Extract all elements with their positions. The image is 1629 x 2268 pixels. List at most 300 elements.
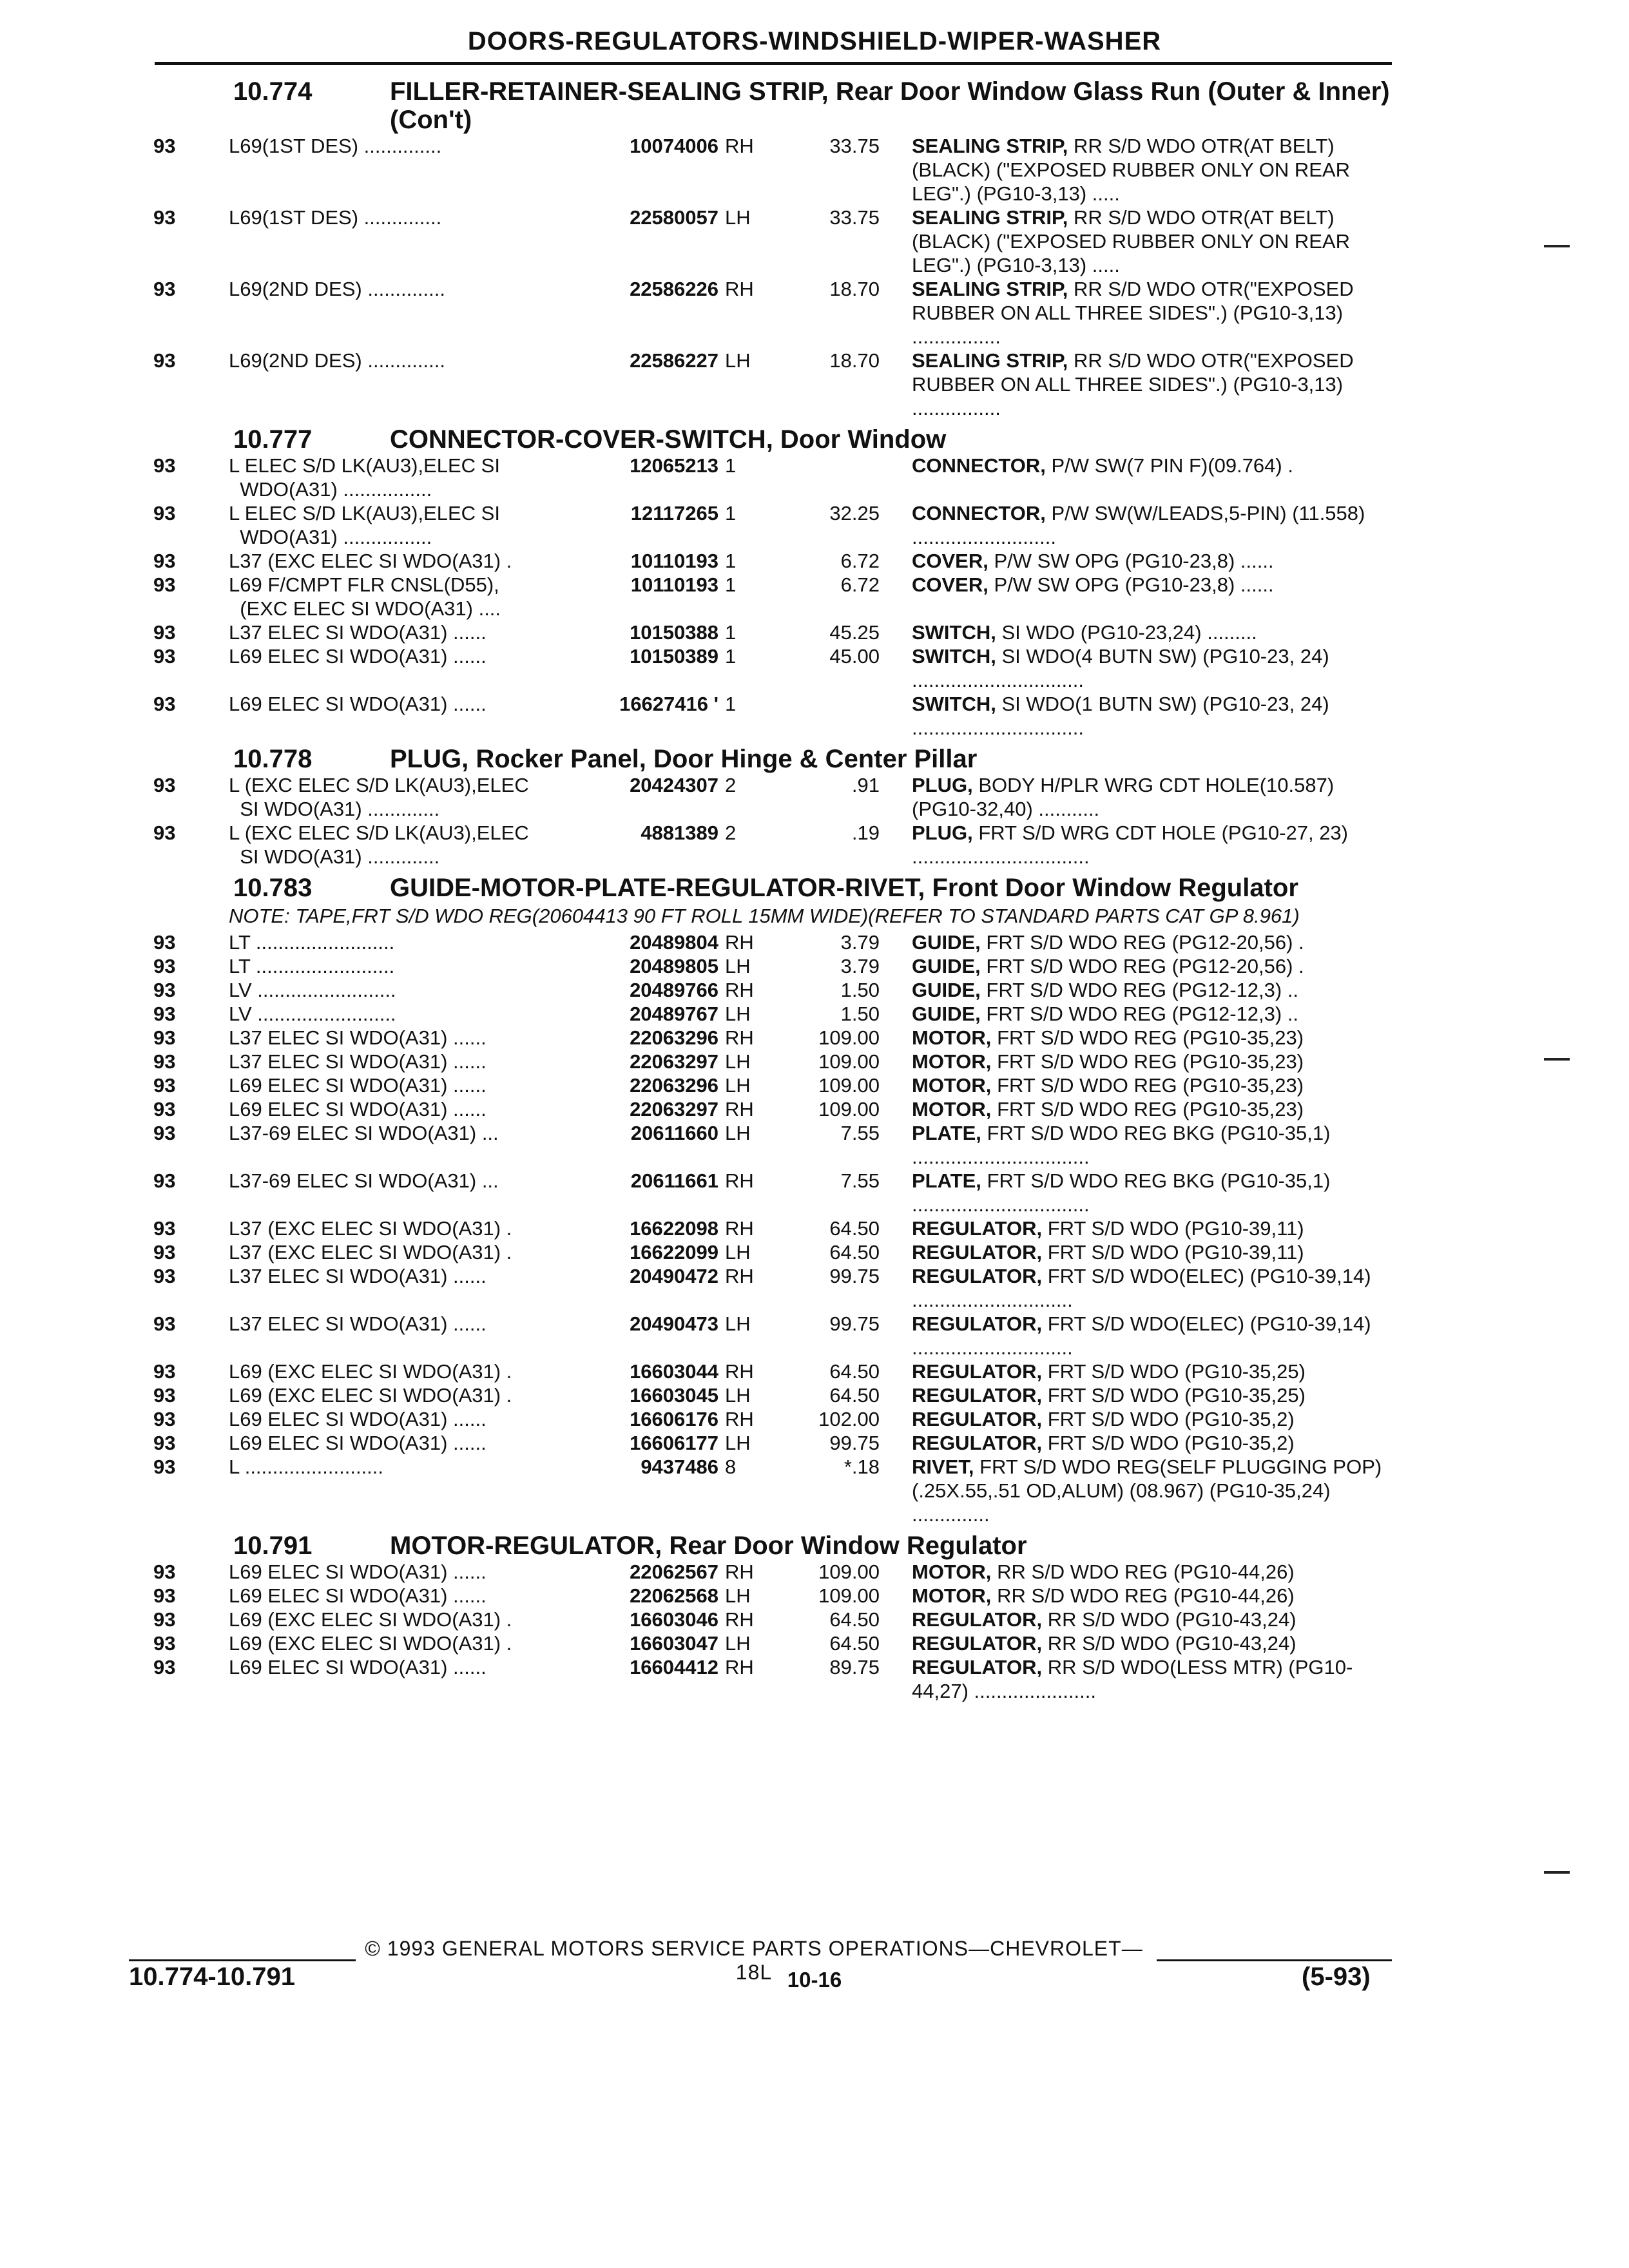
part-number-cell: 22586226 bbox=[630, 278, 718, 300]
description-text: P/W SW OPG (PG10-23,8) ...... bbox=[994, 550, 1274, 572]
section-note: NOTE: TAPE,FRT S/D WDO REG(20604413 90 FT ROLL 15MM WIDE)(REFER TO STANDARD PARTS CAT GP 8.961) bbox=[229, 905, 1300, 927]
parts-row bbox=[0, 1097, 1629, 1121]
description-cell bbox=[912, 1097, 1389, 1121]
footer-range: 10.774-10.791 bbox=[129, 1963, 296, 1991]
part-number-cell: 16627416 ' bbox=[619, 693, 718, 715]
quantity-cell: LH bbox=[725, 955, 751, 977]
description-text: FRT S/D WDO REG (PG10-35,23) bbox=[997, 1026, 1304, 1049]
price-cell: 64.50 bbox=[829, 1384, 880, 1407]
section bbox=[0, 740, 1629, 869]
description-name: GUIDE, bbox=[912, 931, 981, 954]
part-number-cell: 10110193 bbox=[630, 550, 718, 572]
year-cell: 93 bbox=[153, 693, 176, 715]
year-cell: 93 bbox=[153, 1098, 176, 1120]
quantity-cell: RH bbox=[725, 1656, 754, 1678]
part-number-cell: 16604412 bbox=[630, 1656, 718, 1678]
description-text: FRT S/D WDO REG (PG10-35,23) bbox=[997, 1050, 1304, 1073]
quantity-cell: 1 bbox=[725, 693, 737, 715]
quantity-cell: LH bbox=[725, 1632, 751, 1655]
model-cell: L (EXC ELEC S/D LK(AU3),ELEC SI WDO(A31) ............. bbox=[229, 774, 529, 820]
model-cell: LT ......................... bbox=[229, 955, 395, 977]
parts-row bbox=[0, 1360, 1629, 1383]
description-name: SWITCH, bbox=[912, 645, 996, 668]
part-number-cell: 20611660 bbox=[630, 1122, 718, 1144]
description-text: FRT S/D WRG CDT HOLE (PG10-27, 23) ................................ bbox=[912, 822, 1348, 868]
parts-row bbox=[0, 1121, 1629, 1169]
year-cell: 93 bbox=[153, 1122, 176, 1144]
description-cell bbox=[912, 821, 1389, 869]
part-number-cell: 10110193 bbox=[630, 573, 718, 596]
model-cell: L (EXC ELEC S/D LK(AU3),ELEC SI WDO(A31) ............. bbox=[229, 822, 529, 868]
part-number-cell: 20489804 bbox=[630, 931, 718, 954]
description-cell bbox=[912, 1050, 1389, 1073]
price-cell: 1.50 bbox=[840, 979, 880, 1001]
part-number-cell: 22586227 bbox=[630, 349, 718, 372]
model-cell: LV ......................... bbox=[229, 1003, 396, 1025]
description-cell bbox=[912, 1216, 1389, 1240]
description-text: SI WDO (PG10-23,24) ......... bbox=[1001, 621, 1257, 644]
model-cell: L69 ELEC SI WDO(A31) ...... bbox=[229, 1074, 487, 1097]
section bbox=[0, 869, 1629, 1526]
parts-row bbox=[0, 1655, 1629, 1703]
description-text: FRT S/D WDO REG (PG12-12,3) .. bbox=[986, 1003, 1299, 1025]
year-cell: 93 bbox=[153, 1003, 176, 1025]
quantity-cell: LH bbox=[725, 1384, 751, 1407]
model-cell: L37 ELEC SI WDO(A31) ...... bbox=[229, 1265, 487, 1287]
quantity-cell: RH bbox=[725, 931, 754, 954]
price-cell: 3.79 bbox=[840, 955, 880, 977]
description-text: FRT S/D WDO REG (PG12-20,56) . bbox=[986, 955, 1304, 977]
parts-row bbox=[0, 821, 1629, 869]
description-name: RIVET, bbox=[912, 1456, 974, 1478]
description-cell bbox=[912, 573, 1389, 620]
part-number-cell: 16603045 bbox=[630, 1384, 718, 1407]
year-cell: 93 bbox=[153, 955, 176, 977]
description-cell bbox=[912, 1655, 1389, 1703]
footer-rule-left bbox=[129, 1959, 356, 1961]
quantity-cell: LH bbox=[725, 1050, 751, 1073]
description-cell bbox=[912, 978, 1389, 1002]
price-cell: 6.72 bbox=[840, 573, 880, 596]
description-name: PLATE, bbox=[912, 1122, 981, 1144]
parts-row bbox=[0, 692, 1629, 740]
price-cell: 109.00 bbox=[818, 1561, 880, 1583]
model-cell: L69 F/CMPT FLR CNSL(D55), (EXC ELEC SI WDO(A31) .... bbox=[229, 573, 501, 620]
price-cell: 109.00 bbox=[818, 1074, 880, 1097]
description-text: FRT S/D WDO REG (PG10-35,23) bbox=[997, 1098, 1304, 1120]
parts-row bbox=[0, 134, 1629, 206]
section-number: 10.777 bbox=[233, 425, 313, 454]
model-cell: LT ......................... bbox=[229, 931, 395, 954]
description-text: FRT S/D WDO REG(SELF PLUGGING POP)(.25X.55,.51 OD,ALUM) (08.967) (PG10-35,24) .............. bbox=[912, 1456, 1382, 1526]
quantity-cell: RH bbox=[725, 135, 754, 157]
part-number-cell: 22580057 bbox=[630, 206, 718, 229]
quantity-cell: RH bbox=[725, 1217, 754, 1240]
page-title: DOORS-REGULATORS-WINDSHIELD-WIPER-WASHER bbox=[467, 27, 1162, 55]
year-cell: 93 bbox=[153, 278, 176, 300]
description-cell bbox=[912, 349, 1389, 420]
part-number-cell: 22063297 bbox=[630, 1098, 718, 1120]
quantity-cell: 1 bbox=[725, 573, 737, 596]
description-text: FRT S/D WDO (PG10-39,11) bbox=[1047, 1217, 1304, 1240]
description-cell bbox=[912, 1312, 1389, 1360]
description-text: FRT S/D WDO(ELEC) (PG10-39,14) ............................. bbox=[912, 1265, 1371, 1311]
year-cell: 93 bbox=[153, 502, 176, 524]
description-name: GUIDE, bbox=[912, 1003, 981, 1025]
description-cell bbox=[912, 206, 1389, 277]
quantity-cell: 2 bbox=[725, 774, 737, 796]
description-text: SI WDO(1 BUTN SW) (PG10-23, 24) ............................... bbox=[912, 693, 1329, 739]
description-cell bbox=[912, 1360, 1389, 1383]
description-cell bbox=[912, 1608, 1389, 1631]
quantity-cell: LH bbox=[725, 1074, 751, 1097]
model-cell: L ......................... bbox=[229, 1456, 384, 1478]
description-text: RR S/D WDO (PG10-43,24) bbox=[1047, 1608, 1296, 1631]
header-rule bbox=[155, 62, 1392, 65]
part-number-cell: 12117265 bbox=[630, 502, 718, 524]
parts-row bbox=[0, 620, 1629, 644]
price-cell: *.18 bbox=[843, 1456, 880, 1478]
price-cell: 32.25 bbox=[829, 502, 880, 524]
description-text: FRT S/D WDO (PG10-35,2) bbox=[1047, 1432, 1295, 1454]
section-number: 10.791 bbox=[233, 1532, 313, 1560]
description-name: SWITCH, bbox=[912, 693, 996, 715]
quantity-cell: RH bbox=[725, 1169, 754, 1192]
description-text: RR S/D WDO REG (PG10-44,26) bbox=[997, 1561, 1295, 1583]
section-heading bbox=[0, 1526, 1629, 1560]
model-cell: L37 ELEC SI WDO(A31) ...... bbox=[229, 1050, 487, 1073]
model-cell: L37 ELEC SI WDO(A31) ...... bbox=[229, 621, 487, 644]
margin-tick bbox=[1544, 245, 1570, 247]
description-name: REGULATOR, bbox=[912, 1241, 1043, 1264]
year-cell: 93 bbox=[153, 1384, 176, 1407]
year-cell: 93 bbox=[153, 1360, 176, 1383]
price-cell: 7.55 bbox=[840, 1169, 880, 1192]
part-number-cell: 22062568 bbox=[630, 1584, 718, 1607]
price-cell: 6.72 bbox=[840, 550, 880, 572]
description-cell bbox=[912, 1073, 1389, 1097]
description-text: SI WDO(4 BUTN SW) (PG10-23, 24) ............................... bbox=[912, 645, 1329, 691]
part-number-cell: 12065213 bbox=[630, 454, 718, 477]
model-cell: L69 (EXC ELEC SI WDO(A31) . bbox=[229, 1384, 512, 1407]
part-number-cell: 16603046 bbox=[630, 1608, 718, 1631]
year-cell: 93 bbox=[153, 822, 176, 844]
part-number-cell: 16606176 bbox=[630, 1408, 718, 1430]
description-cell bbox=[912, 1431, 1389, 1455]
model-cell: L69 ELEC SI WDO(A31) ...... bbox=[229, 1561, 487, 1583]
part-number-cell: 16622098 bbox=[630, 1217, 718, 1240]
description-name: MOTOR, bbox=[912, 1026, 992, 1049]
description-cell bbox=[912, 1584, 1389, 1608]
part-number-cell: 10074006 bbox=[630, 135, 718, 157]
year-cell: 93 bbox=[153, 645, 176, 668]
part-number-cell: 16606177 bbox=[630, 1432, 718, 1454]
quantity-cell: RH bbox=[725, 1265, 754, 1287]
description-text: RR S/D WDO REG (PG10-44,26) bbox=[997, 1584, 1295, 1607]
description-name: COVER, bbox=[912, 573, 988, 596]
year-cell: 93 bbox=[153, 1608, 176, 1631]
description-text: FRT S/D WDO (PG10-35,25) bbox=[1047, 1360, 1306, 1383]
year-cell: 93 bbox=[153, 1584, 176, 1607]
footer-page-number: 10-16 bbox=[787, 1968, 842, 1992]
description-cell bbox=[912, 620, 1389, 644]
description-text: RR S/D WDO OTR("EXPOSED RUBBER ON ALL THREE SIDES".) (PG10-3,13) ................ bbox=[912, 349, 1354, 419]
footer-copyright: © 1993 GENERAL MOTORS SERVICE PARTS OPERATIONS—CHEVROLET—18L bbox=[365, 1937, 1143, 1984]
description-name: GUIDE, bbox=[912, 979, 981, 1001]
part-number-cell: 20490472 bbox=[630, 1265, 718, 1287]
description-name: MOTOR, bbox=[912, 1098, 992, 1120]
parts-row bbox=[0, 1216, 1629, 1240]
part-number-cell: 20489805 bbox=[630, 955, 718, 977]
year-cell: 93 bbox=[153, 979, 176, 1001]
description-name: MOTOR, bbox=[912, 1050, 992, 1073]
model-cell: L69 ELEC SI WDO(A31) ...... bbox=[229, 1432, 487, 1454]
price-cell: 109.00 bbox=[818, 1098, 880, 1120]
quantity-cell: 1 bbox=[725, 502, 737, 524]
section-title: GUIDE-MOTOR-PLATE-REGULATOR-RIVET, Front Door Window Regulator bbox=[390, 874, 1298, 902]
section-heading bbox=[0, 740, 1629, 773]
description-cell bbox=[912, 1240, 1389, 1264]
description-cell bbox=[912, 1631, 1389, 1655]
year-cell: 93 bbox=[153, 1456, 176, 1478]
description-name: REGULATOR, bbox=[912, 1408, 1043, 1430]
parts-row bbox=[0, 277, 1629, 349]
description-name: CONNECTOR, bbox=[912, 454, 1046, 477]
parts-row bbox=[0, 454, 1629, 501]
part-number-cell: 22063297 bbox=[630, 1050, 718, 1073]
description-text: FRT S/D WDO (PG10-35,25) bbox=[1047, 1384, 1306, 1407]
year-cell: 93 bbox=[153, 1632, 176, 1655]
description-cell bbox=[912, 501, 1389, 549]
quantity-cell: LH bbox=[725, 1432, 751, 1454]
description-name: PLUG, bbox=[912, 774, 973, 796]
year-cell: 93 bbox=[153, 1432, 176, 1454]
description-name: SEALING STRIP, bbox=[912, 206, 1068, 229]
description-cell bbox=[912, 1407, 1389, 1431]
footer-rule-right bbox=[1157, 1959, 1392, 1961]
description-text: P/W SW(W/LEADS,5-PIN) (11.558) .......................... bbox=[912, 502, 1365, 548]
price-cell: .91 bbox=[851, 774, 880, 796]
parts-row bbox=[0, 773, 1629, 821]
section-heading bbox=[0, 72, 1629, 134]
description-name: SEALING STRIP, bbox=[912, 278, 1068, 300]
description-text: FRT S/D WDO REG (PG10-35,23) bbox=[997, 1074, 1304, 1097]
description-cell bbox=[912, 1002, 1389, 1026]
description-name: REGULATOR, bbox=[912, 1632, 1043, 1655]
section-number: 10.778 bbox=[233, 745, 313, 773]
parts-row bbox=[0, 1312, 1629, 1360]
quantity-cell: RH bbox=[725, 1561, 754, 1583]
quantity-cell: 2 bbox=[725, 822, 737, 844]
section-title: FILLER-RETAINER-SEALING STRIP, Rear Door Window Glass Run (Outer & Inner) (Con't) bbox=[390, 77, 1390, 134]
description-name: REGULATOR, bbox=[912, 1360, 1043, 1383]
year-cell: 93 bbox=[153, 550, 176, 572]
description-name: REGULATOR, bbox=[912, 1384, 1043, 1407]
description-cell bbox=[912, 277, 1389, 349]
quantity-cell: LH bbox=[725, 206, 751, 229]
description-text: RR S/D WDO(LESS MTR) (PG10-44,27) ...................... bbox=[912, 1656, 1353, 1702]
price-cell: 64.50 bbox=[829, 1360, 880, 1383]
model-cell: L69 ELEC SI WDO(A31) ...... bbox=[229, 1408, 487, 1430]
description-name: REGULATOR, bbox=[912, 1217, 1043, 1240]
parts-row bbox=[0, 1073, 1629, 1097]
quantity-cell: RH bbox=[725, 1026, 754, 1049]
model-cell: L69 ELEC SI WDO(A31) ...... bbox=[229, 1584, 487, 1607]
quantity-cell: LH bbox=[725, 1241, 751, 1264]
margin-tick bbox=[1544, 1058, 1570, 1061]
description-cell bbox=[912, 1264, 1389, 1312]
description-text: FRT S/D WDO(ELEC) (PG10-39,14) ............................. bbox=[912, 1312, 1371, 1359]
model-cell: L69 ELEC SI WDO(A31) ...... bbox=[229, 693, 487, 715]
price-cell: 64.50 bbox=[829, 1217, 880, 1240]
description-name: REGULATOR, bbox=[912, 1312, 1043, 1335]
description-name: GUIDE, bbox=[912, 955, 981, 977]
price-cell: 64.50 bbox=[829, 1632, 880, 1655]
description-text: RR S/D WDO OTR(AT BELT)(BLACK) ("EXPOSED RUBBER ONLY ON REAR LEG".) (PG10-3,13) ..... bbox=[912, 206, 1350, 276]
description-cell bbox=[912, 644, 1389, 692]
quantity-cell: 1 bbox=[725, 454, 737, 477]
quantity-cell: RH bbox=[725, 1360, 754, 1383]
description-name: REGULATOR, bbox=[912, 1432, 1043, 1454]
description-cell bbox=[912, 1455, 1389, 1526]
price-cell: 45.25 bbox=[829, 621, 880, 644]
year-cell: 93 bbox=[153, 1561, 176, 1583]
description-cell bbox=[912, 773, 1389, 821]
description-text: RR S/D WDO (PG10-43,24) bbox=[1047, 1632, 1296, 1655]
description-cell bbox=[912, 692, 1389, 740]
parts-row bbox=[0, 1050, 1629, 1073]
description-text: RR S/D WDO OTR("EXPOSED RUBBER ON ALL THREE SIDES".) (PG10-3,13) ................ bbox=[912, 278, 1354, 348]
quantity-cell: LH bbox=[725, 1584, 751, 1607]
model-cell: L69 ELEC SI WDO(A31) ...... bbox=[229, 1098, 487, 1120]
price-cell: 33.75 bbox=[829, 206, 880, 229]
price-cell: 45.00 bbox=[829, 645, 880, 668]
section-heading bbox=[0, 869, 1629, 902]
quantity-cell: RH bbox=[725, 1608, 754, 1631]
model-cell: L37 ELEC SI WDO(A31) ...... bbox=[229, 1026, 487, 1049]
parts-row bbox=[0, 1026, 1629, 1050]
description-name: SWITCH, bbox=[912, 621, 996, 644]
year-cell: 93 bbox=[153, 931, 176, 954]
quantity-cell: RH bbox=[725, 1408, 754, 1430]
description-text: FRT S/D WDO REG BKG (PG10-35,1) ................................ bbox=[912, 1122, 1331, 1168]
description-cell bbox=[912, 954, 1389, 978]
model-cell: L69 (EXC ELEC SI WDO(A31) . bbox=[229, 1632, 512, 1655]
year-cell: 93 bbox=[153, 349, 176, 372]
quantity-cell: RH bbox=[725, 979, 754, 1001]
model-cell: L69(1ST DES) .............. bbox=[229, 135, 442, 157]
parts-row bbox=[0, 1002, 1629, 1026]
description-name: PLUG, bbox=[912, 822, 973, 844]
footer-date: (5-93) bbox=[1302, 1963, 1371, 1991]
part-number-cell: 16603044 bbox=[630, 1360, 718, 1383]
part-number-cell: 20424307 bbox=[630, 774, 718, 796]
model-cell: L69 (EXC ELEC SI WDO(A31) . bbox=[229, 1360, 512, 1383]
year-cell: 93 bbox=[153, 1241, 176, 1264]
parts-row bbox=[0, 1455, 1629, 1526]
price-cell: 99.75 bbox=[829, 1312, 880, 1335]
section-heading bbox=[0, 420, 1629, 454]
model-cell: L69(2ND DES) .............. bbox=[229, 349, 445, 372]
parts-row bbox=[0, 1240, 1629, 1264]
description-text: FRT S/D WDO REG BKG (PG10-35,1) ................................ bbox=[912, 1169, 1331, 1216]
part-number-cell: 10150389 bbox=[630, 645, 718, 668]
model-cell: L37 (EXC ELEC SI WDO(A31) . bbox=[229, 550, 512, 572]
section bbox=[0, 420, 1629, 740]
description-name: SEALING STRIP, bbox=[912, 349, 1068, 372]
year-cell: 93 bbox=[153, 1026, 176, 1049]
model-cell: L69 ELEC SI WDO(A31) ...... bbox=[229, 1656, 487, 1678]
parts-row bbox=[0, 1431, 1629, 1455]
model-cell: L ELEC S/D LK(AU3),ELEC SI WDO(A31) ................ bbox=[229, 502, 500, 548]
year-cell: 93 bbox=[153, 1265, 176, 1287]
quantity-cell: LH bbox=[725, 349, 751, 372]
part-number-cell: 22062567 bbox=[630, 1561, 718, 1583]
year-cell: 93 bbox=[153, 1656, 176, 1678]
part-number-cell: 20489767 bbox=[630, 1003, 718, 1025]
price-cell: 109.00 bbox=[818, 1050, 880, 1073]
description-name: REGULATOR, bbox=[912, 1656, 1043, 1678]
quantity-cell: 1 bbox=[725, 645, 737, 668]
parts-row bbox=[0, 1560, 1629, 1584]
parts-row bbox=[0, 1631, 1629, 1655]
description-name: SEALING STRIP, bbox=[912, 135, 1068, 157]
price-cell: 109.00 bbox=[818, 1026, 880, 1049]
part-number-cell: 4881389 bbox=[641, 822, 718, 844]
description-cell bbox=[912, 1026, 1389, 1050]
year-cell: 93 bbox=[153, 774, 176, 796]
price-cell: 18.70 bbox=[829, 349, 880, 372]
parts-row bbox=[0, 349, 1629, 420]
year-cell: 93 bbox=[153, 573, 176, 596]
model-cell: L37-69 ELEC SI WDO(A31) ... bbox=[229, 1122, 499, 1144]
year-cell: 93 bbox=[153, 1408, 176, 1430]
section-title: PLUG, Rocker Panel, Door Hinge & Center Pillar bbox=[390, 745, 978, 773]
quantity-cell: 1 bbox=[725, 550, 737, 572]
year-cell: 93 bbox=[153, 621, 176, 644]
price-cell: 3.79 bbox=[840, 931, 880, 954]
model-cell: L37 (EXC ELEC SI WDO(A31) . bbox=[229, 1217, 512, 1240]
model-cell: LV ......................... bbox=[229, 979, 396, 1001]
price-cell: 18.70 bbox=[829, 278, 880, 300]
model-cell: L37 (EXC ELEC SI WDO(A31) . bbox=[229, 1241, 512, 1264]
margin-tick bbox=[1544, 1871, 1570, 1874]
price-cell: 99.75 bbox=[829, 1265, 880, 1287]
parts-row bbox=[0, 954, 1629, 978]
part-number-cell: 20611661 bbox=[630, 1169, 718, 1192]
year-cell: 93 bbox=[153, 206, 176, 229]
price-cell: 109.00 bbox=[818, 1584, 880, 1607]
section-title: CONNECTOR-COVER-SWITCH, Door Window bbox=[390, 425, 947, 454]
part-number-cell: 10150388 bbox=[630, 621, 718, 644]
part-number-cell: 16622099 bbox=[630, 1241, 718, 1264]
part-number-cell: 22063296 bbox=[630, 1026, 718, 1049]
model-cell: L69(1ST DES) .............. bbox=[229, 206, 442, 229]
quantity-cell: 1 bbox=[725, 621, 737, 644]
price-cell: 33.75 bbox=[829, 135, 880, 157]
quantity-cell: RH bbox=[725, 278, 754, 300]
parts-row bbox=[0, 930, 1629, 954]
parts-row bbox=[0, 573, 1629, 620]
description-name: REGULATOR, bbox=[912, 1608, 1043, 1631]
quantity-cell: LH bbox=[725, 1312, 751, 1335]
year-cell: 93 bbox=[153, 135, 176, 157]
section-number: 10.774 bbox=[233, 77, 313, 106]
parts-row bbox=[0, 1608, 1629, 1631]
price-cell: 1.50 bbox=[840, 1003, 880, 1025]
year-cell: 93 bbox=[153, 1312, 176, 1335]
description-cell bbox=[912, 930, 1389, 954]
